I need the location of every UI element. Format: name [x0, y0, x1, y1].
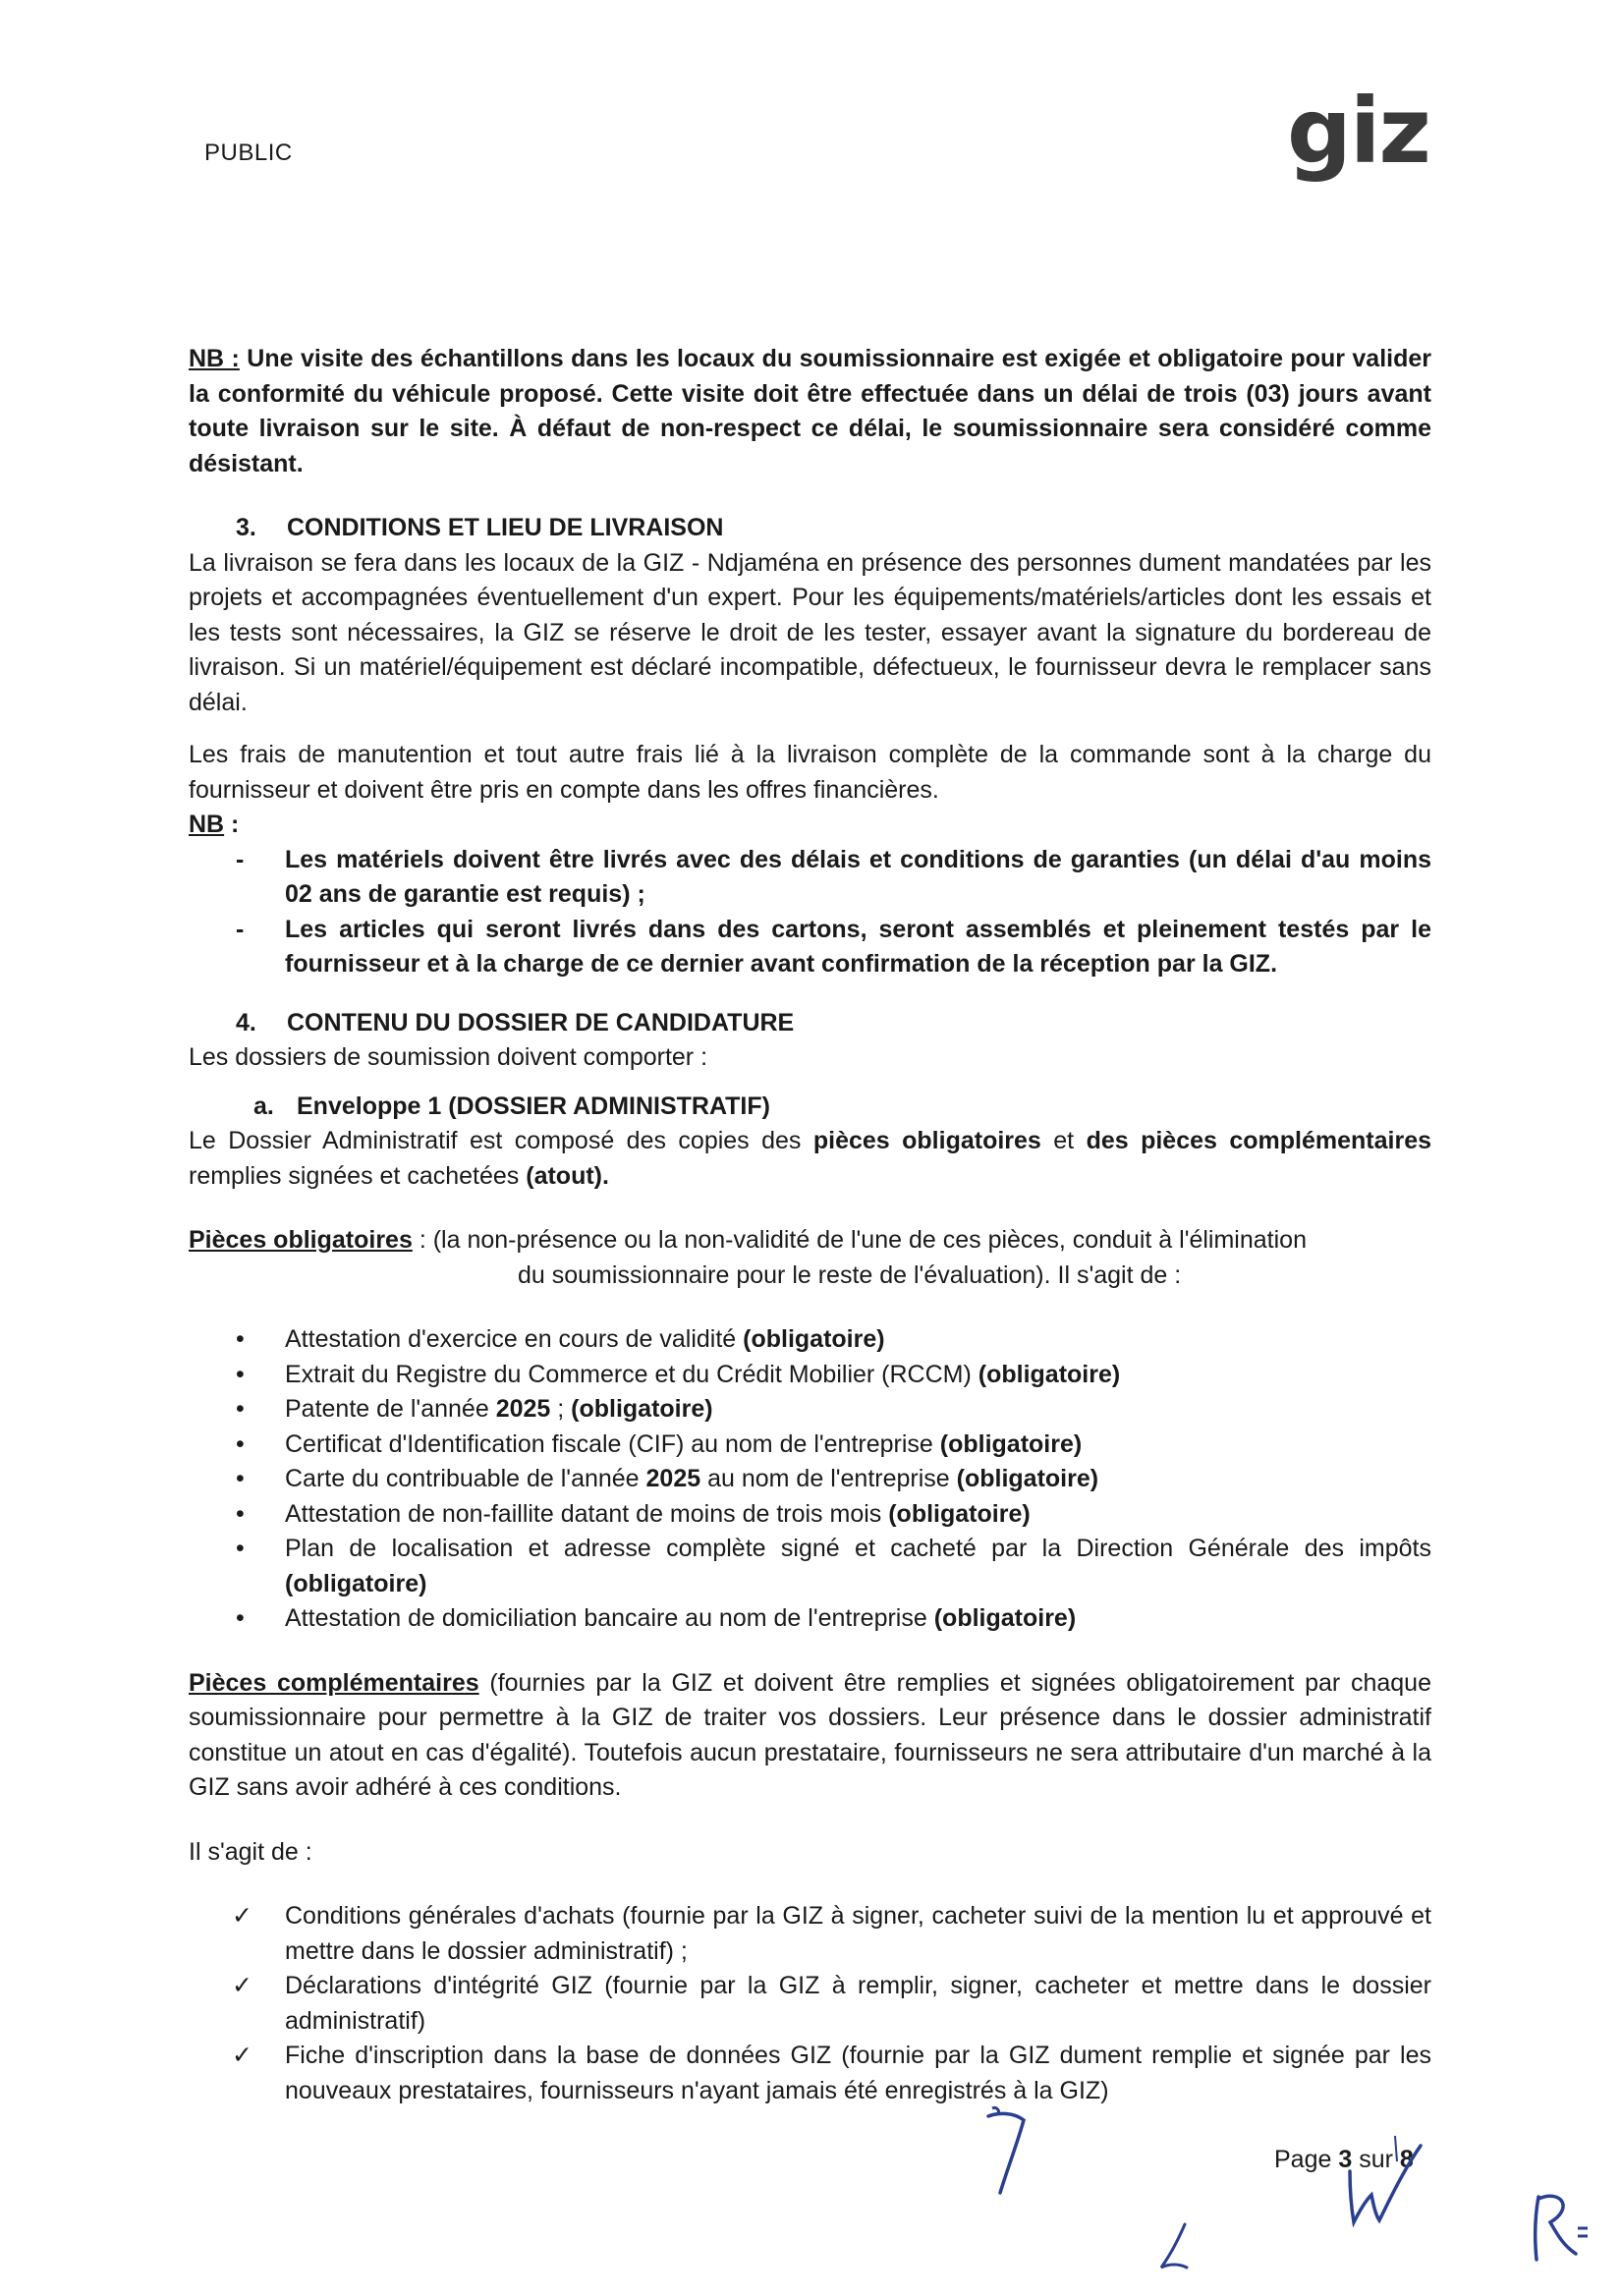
- checkmark-icon: ✓: [232, 1972, 252, 1999]
- list-item: ✓ Fiche d'inscription dans la base de données GIZ (fournie par la GIZ dument remplie et signée par les nouveaux prestataires, fournisseurs n'ayant jamais été enregistrés à la GIZ): [189, 2039, 1431, 2108]
- handwritten-initial-x: [1151, 2218, 1201, 2277]
- classification-label: PUBLIC: [204, 140, 293, 166]
- page-number: Page 3 sur 8: [1274, 2146, 1414, 2173]
- list-item: • Attestation de non-faillite datant de moins de trois mois (obligatoire): [189, 1497, 1431, 1533]
- bullet-icon: •: [236, 1325, 245, 1353]
- section-3-heading: 3. CONDITIONS ET LIEU DE LIVRAISON: [236, 514, 724, 541]
- list-item: • Attestation d'exercice en cours de validité (obligatoire): [189, 1322, 1431, 1358]
- handwritten-signature-w: [1326, 2132, 1434, 2240]
- list-item: • Certificat d'Identification fiscale (CIF) au nom de l'entreprise (obligatoire): [189, 1428, 1431, 1463]
- list-item: ✓ Conditions générales d'achats (fournie par la GIZ à signer, cacheter suivi de la mention lu et approuvé et mettre dans le dossier administratif) ;: [189, 1899, 1431, 1969]
- nb-list: [189, 843, 1431, 982]
- list-item: • Extrait du Registre du Commerce et du Crédit Mobilier (RCCM) (obligatoire): [189, 1358, 1431, 1393]
- nb-text: Une visite des échantillons dans les locaux du soumissionnaire est exigée et obligatoire pour valider la conformité du véhicule proposé. Cette visite doit être effectuée dans un délai de trois (03) jours avant toute livraison sur le site. À défaut de non-respect ce délai, le soumissionnaire sera considéré comme désistant.: [189, 345, 1432, 477]
- list-item: • Plan de localisation et adresse complète signé et cacheté par la Direction Générale des impôts (obligatoire): [189, 1532, 1431, 1601]
- dash-icon: -: [236, 915, 245, 943]
- bullet-icon: •: [236, 1395, 245, 1423]
- bullet-icon: •: [236, 1465, 245, 1492]
- document-body: [189, 342, 1431, 2108]
- handwritten-initial-r: [1523, 2185, 1601, 2273]
- nb-label: NB :: [189, 345, 240, 372]
- bullet-icon: •: [236, 1429, 245, 1458]
- list-item: • Carte du contribuable de l'année 2025 au nom de l'entreprise (obligatoire): [189, 1462, 1431, 1497]
- section-4-intro: Les dossiers de soumission doivent comporter :: [189, 1043, 708, 1071]
- il-sagit-de: Il s'agit de :: [189, 1837, 312, 1866]
- bullet-icon: •: [236, 1360, 245, 1388]
- nb-warning: [189, 342, 1431, 481]
- pieces-complementaires-list: [189, 1899, 1431, 2108]
- section-3-para-2: Les frais de manutention et tout autre frais lié à la livraison complète de la commande sont à la charge du fournisseur et doivent être pris en compte dans les offres financières.: [189, 741, 1431, 804]
- bullet-icon: •: [236, 1499, 245, 1528]
- dash-icon: -: [236, 845, 245, 873]
- checkmark-icon: ✓: [232, 2042, 252, 2069]
- pieces-complementaires-text: Pièces complémentaires (fournies par la GIZ et doivent être remplies et signées obligatoirement par chaque soumissionnaire pour permettre à la GIZ de traiter vos dossiers. Leur présence dans le dossier administratif constitue un atout en cas d'égalité). Toutefois aucun prestataire, fournisseurs ne sera attributaire d'un marché à la GIZ sans avoir adhéré à ces conditions.: [189, 1668, 1431, 1801]
- section-4-heading: 4. CONTENU DU DOSSIER DE CANDIDATURE: [236, 1008, 795, 1036]
- checkmark-icon: ✓: [232, 1902, 252, 1930]
- section-3-nb: NB :: [189, 811, 240, 838]
- handwritten-initial-7: [978, 2102, 1037, 2201]
- section-3-para-1: La livraison se fera dans les locaux de la GIZ - Ndjaména en présence des personnes dument mandatées par les projets et accompagnées éventuellement d'un expert. Pour les équipements/matériels/articles dont les essais et les tests sont nécessaires, la GIZ se réserve le droit de les tester, essayer avant la signature du bordereau de livraison. Si un matériel/équipement est déclaré incompatible, défectueux, le fournisseur devra le remplacer sans délai.: [189, 548, 1431, 716]
- bullet-icon: •: [236, 1535, 245, 1562]
- list-item: ✓ Déclarations d'intégrité GIZ (fournie par la GIZ à remplir, signer, cacheter et mettre dans le dossier administratif): [189, 1969, 1431, 2039]
- pieces-obligatoires-list: [189, 1322, 1431, 1637]
- subsection-a-heading: a. Enveloppe 1 (DOSSIER ADMINISTRATIF): [253, 1092, 770, 1120]
- giz-logo: giz: [1287, 79, 1429, 184]
- list-item: - Les matériels doivent être livrés avec des délais et conditions de garanties (un délai d'au moins 02 ans de garantie est requis) ;: [189, 843, 1431, 913]
- admin-dossier-text: Le Dossier Administratif est composé des copies des pièces obligatoires et des pièces complémentaires remplies signées et cachetées (atout).: [189, 1127, 1432, 1190]
- list-item: • Attestation de domiciliation bancaire au nom de l'entreprise (obligatoire): [189, 1601, 1431, 1637]
- pieces-obligatoires-intro: Pièces obligatoires : (la non-présence ou la non-validité de l'une de ces pièces, conduit à l'élimination: [189, 1226, 1307, 1254]
- list-item: • Patente de l'année 2025 ; (obligatoire): [189, 1392, 1431, 1428]
- bullet-icon: •: [236, 1604, 245, 1632]
- pieces-obligatoires-intro-cont: du soumissionnaire pour le reste de l'évaluation). Il s'agit de :: [518, 1260, 1182, 1289]
- list-item: - Les articles qui seront livrés dans des cartons, seront assemblés et pleinement testés par le fournisseur et à la charge de ce dernier avant confirmation de la réception par la GIZ.: [189, 913, 1431, 982]
